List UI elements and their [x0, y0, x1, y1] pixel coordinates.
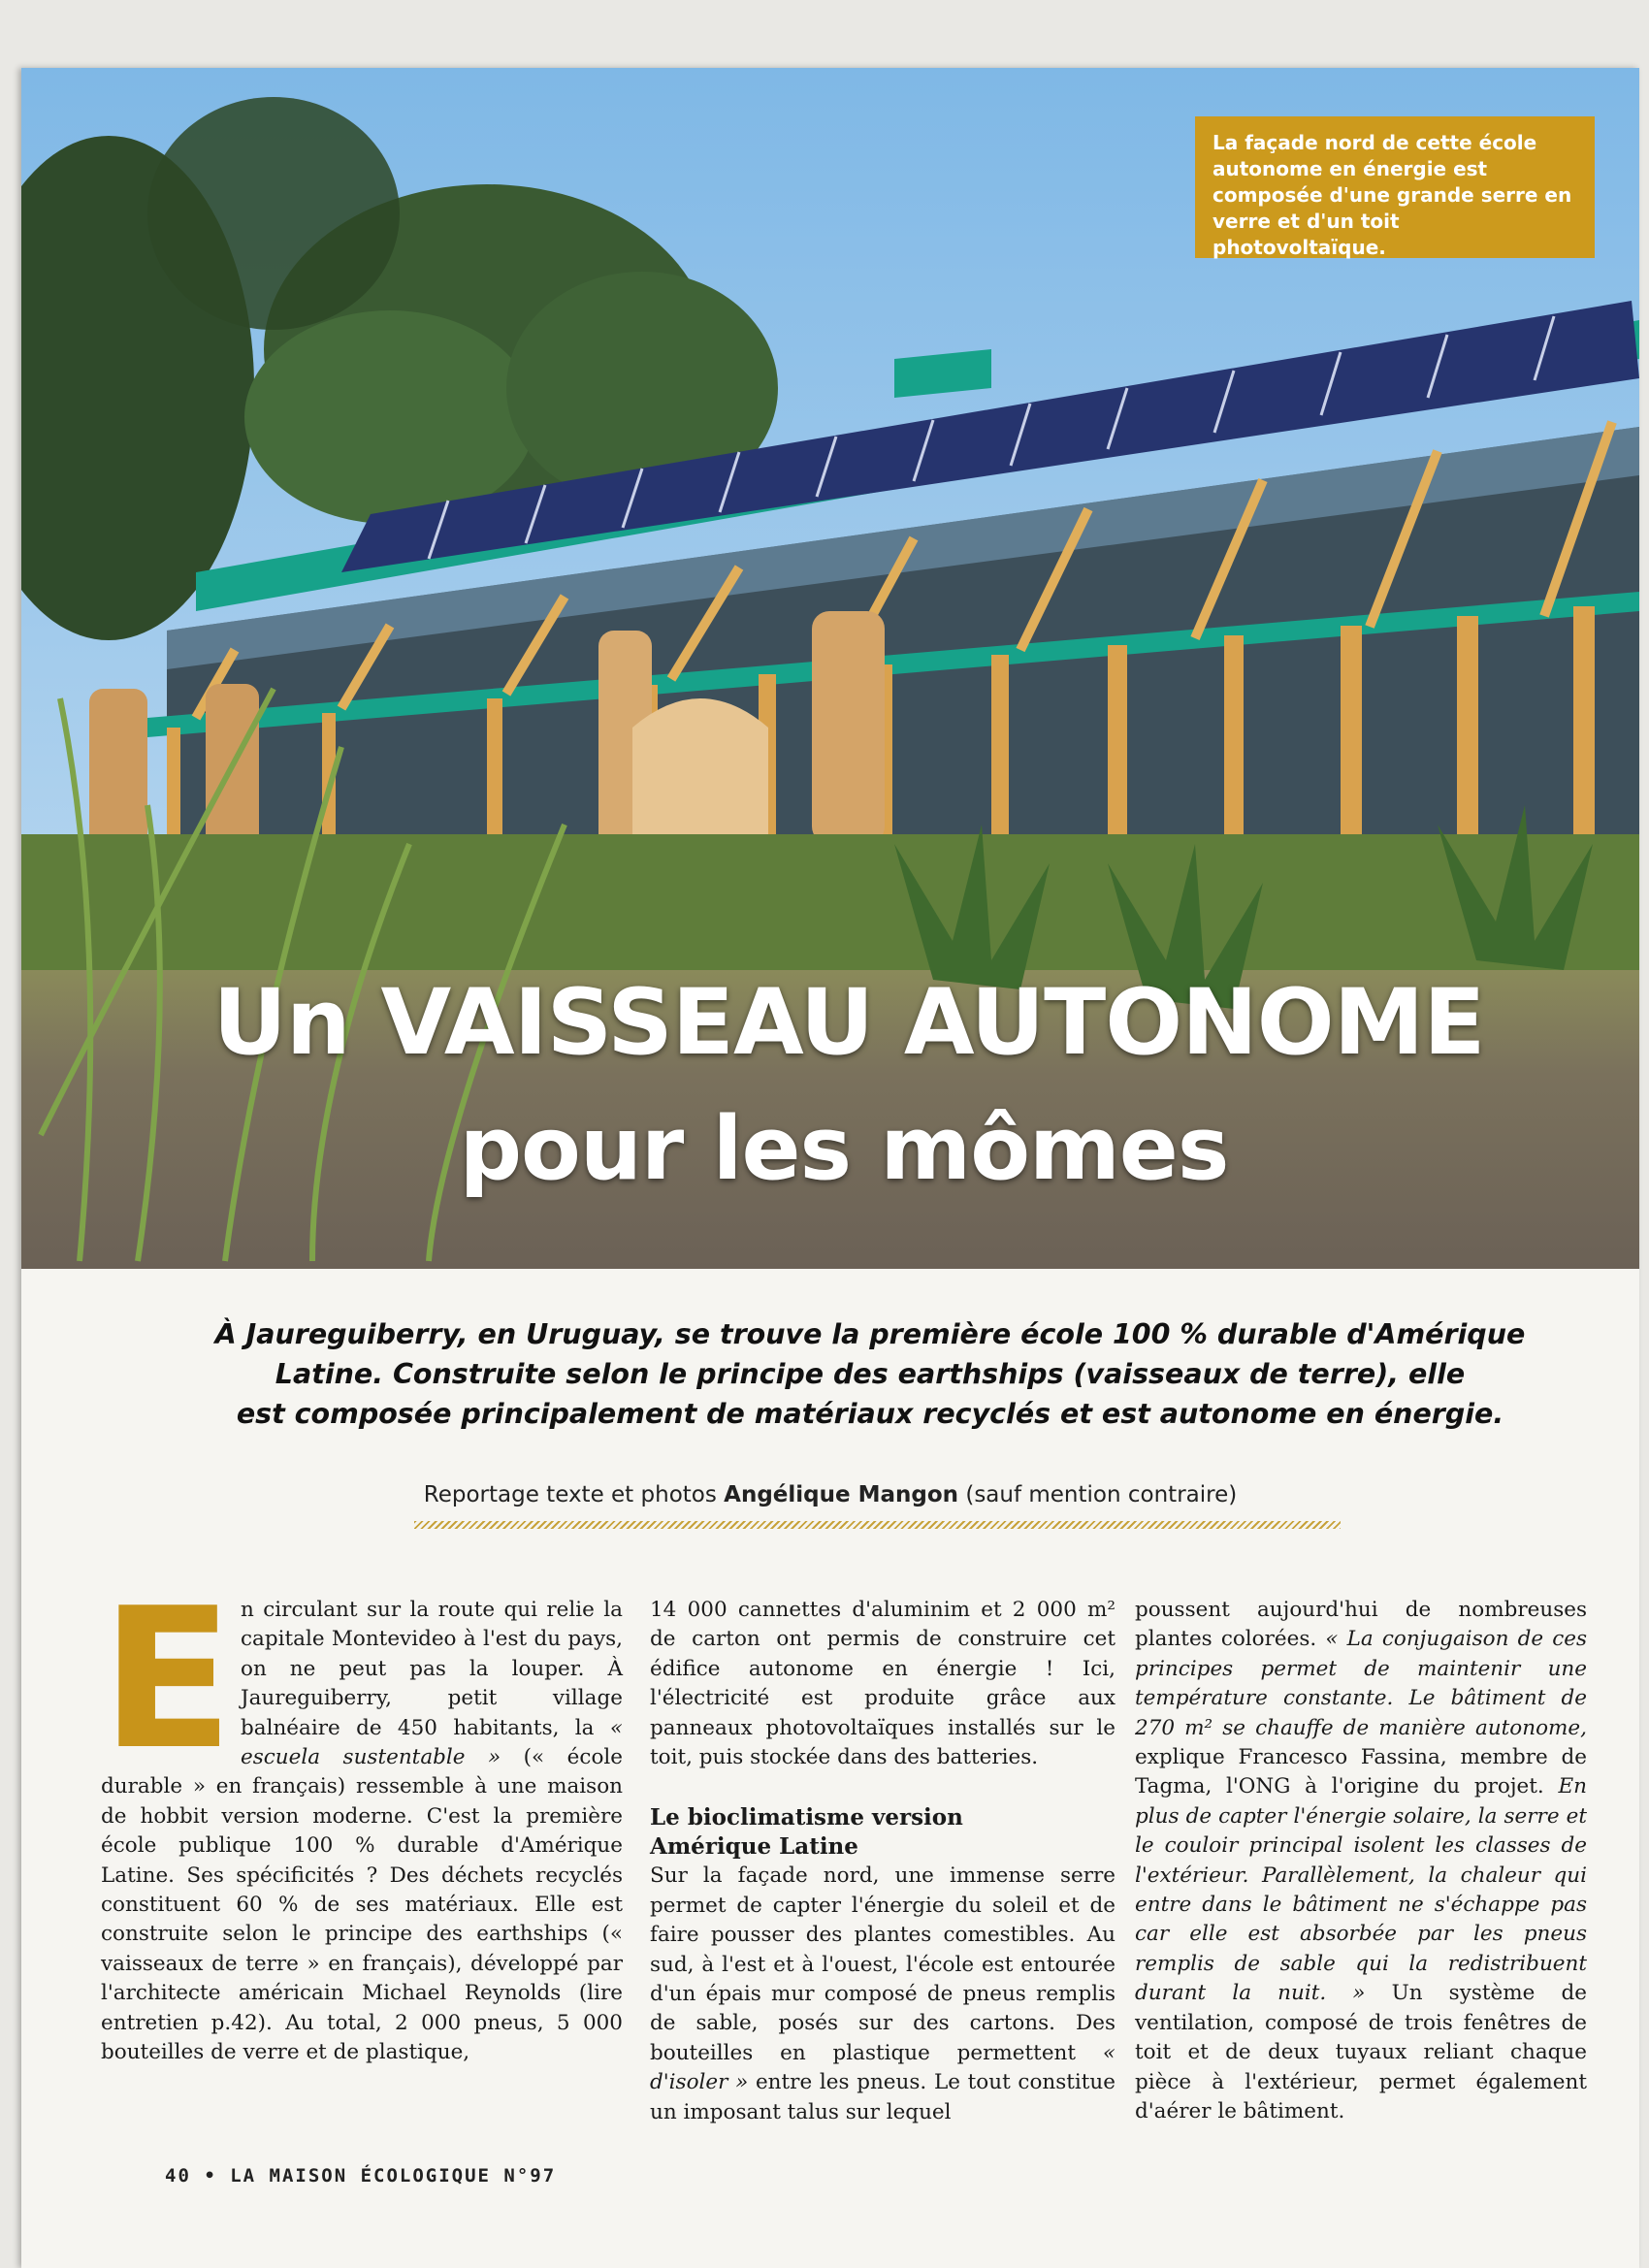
article-column-1 [101, 1567, 623, 2068]
section-subheading [650, 1803, 1116, 1862]
article-column-2 [650, 1596, 1116, 2127]
body-text: (« école durable » en français) ressemble à une maison de hobbit version moderne. C'est la première école publique 100 % durable d'Amérique Latine. Ses spécificités ? Des déchets recyclés constituent 60 % de ses matériaux. Elle est construite selon le principe des earthships (« vaisseaux de terre » en français), développé par l'architecte américain Michael Reynolds (lire entretien p.42). Au total, 2 000 pneus, 5 000 bouteilles de verre et de plastique, [101, 1745, 623, 2065]
subheading-line: Amérique Latine [650, 1833, 858, 1861]
magazine-page [21, 68, 1639, 2268]
body-text: n circulant sur la route qui relie la capitale Montevideo à l'est du pays, on ne peut pas la louper. À Jaureguiberry, petit village balnéaire de 450 habitants, la [241, 1598, 623, 1740]
body-text: explique Francesco Fassina, membre de Tagma, l'ONG à l'origine du projet. [1135, 1745, 1587, 1799]
headline-line-1: Un VAISSEAU AUTONOME [212, 970, 1485, 1076]
lead-line: À Jaureguiberry, en Uruguay, se trouve la première école 100 % durable d'Amérique [214, 1318, 1526, 1350]
byline [21, 1482, 1639, 1507]
body-text-italic: « escuela sustentable » [241, 1715, 623, 1770]
drop-cap: E [101, 1567, 234, 1793]
body-text: Sur la façade nord, une immense serre permet de capter l'énergie du soleil et de faire pousser des plantes comestibles. Au sud, à l'est et à l'ouest, l'école est entourée d'un épais mur composé de pneus remplis de sable, posés sur des cartons. Des bouteilles en plastique permettent [650, 1863, 1116, 2065]
caption-line: composée d'une grande serre en [1212, 183, 1572, 207]
headline-line-2: pour les mômes [459, 1098, 1229, 1200]
caption-line: La façade nord de cette école [1212, 131, 1537, 154]
subheading-line: Le bioclimatisme version [650, 1804, 963, 1831]
byline-divider [414, 1521, 1341, 1529]
body-paragraph [1135, 1596, 1587, 2126]
article-column-3 [1135, 1596, 1587, 2126]
caption-line: autonome en énergie est [1212, 157, 1488, 180]
byline-prefix: Reportage texte et photos [423, 1482, 725, 1507]
body-text: entre les pneus. Le tout constitue un imposant talus sur lequel [650, 2070, 1116, 2124]
quote-text: « La conjugaison de ces principes permet de maintenir une température constante. Le bâtiment de 270 m² se chauffe de manière autonome, [1135, 1627, 1587, 1740]
quote-text: En plus de capter l'énergie solaire, la serre et le couloir principal isolent les classes de l'extérieur. Parallèlement, la chaleur qui entre dans le bâtiment ne s'échappe pas car elle est absorbée par les pneus remplis de sable qui la redistribuent durant la nuit. » [1135, 1774, 1587, 2006]
body-paragraph: 14 000 cannettes d'aluminim et 2 000 m² de carton ont permis de construire cet édifice autonome en énergie ! Ici, l'électricité est produite grâce aux panneaux photovoltaïques installés sur le toit, puis stockée dans des batteries. [650, 1598, 1116, 1770]
body-text: poussent aujourd'hui de nombreuses plantes colorées. [1135, 1598, 1587, 1652]
caption-line: verre et d'un toit photovoltaïque. [1212, 210, 1400, 259]
page-footer: 40 • LA MAISON ÉCOLOGIQUE N°97 [165, 2165, 557, 2187]
photo-caption-box [1195, 116, 1595, 258]
body-paragraph [650, 1862, 1116, 2127]
lead-line: est composée principalement de matériaux recyclés et est autonome en énergie. [236, 1398, 1504, 1430]
lead-paragraph [109, 1314, 1632, 1434]
byline-suffix: (sauf mention contraire) [958, 1482, 1238, 1507]
lead-line: Latine. Construite selon le principe des earthships (vaisseaux de terre), elle [275, 1358, 1466, 1390]
body-text: Un système de ventilation, composé de trois fenêtres de toit et de deux tuyaux reliant chaque pièce à l'extérieur, permet également d'aérer le bâtiment. [1135, 1981, 1587, 2123]
school-photo [21, 68, 1639, 1269]
byline-author: Angélique Mangon [724, 1482, 959, 1507]
body-text-italic: « d'isoler » [650, 2040, 1116, 2095]
